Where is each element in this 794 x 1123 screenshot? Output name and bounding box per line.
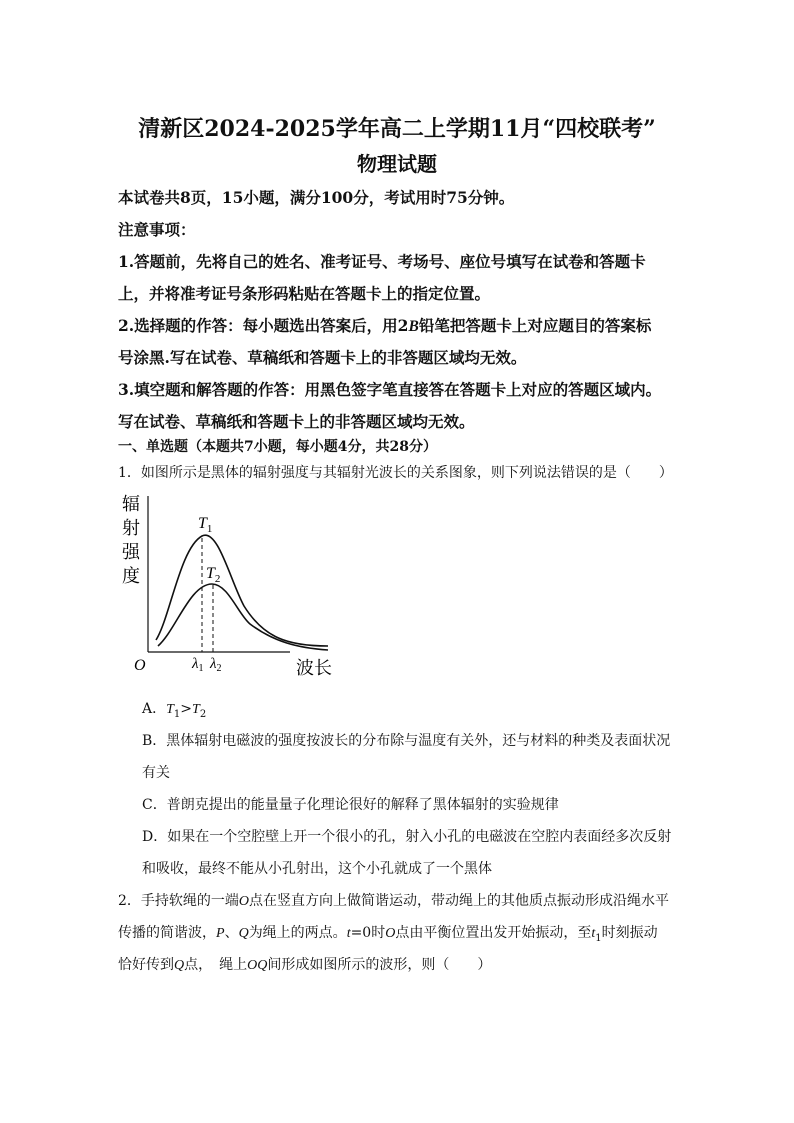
question-2-line3: 恰好传到Q点， 绳上OQ间形成如图所示的波形，则（ ） — [118, 957, 492, 973]
note3-line1: 3.填空题和解答题的作答：用黑色签字笔直接答在答题卡上对应的答题区域内。 — [118, 380, 662, 399]
q1-option-a: A．$T_1>T_2$ — [142, 701, 207, 720]
question-2-line2: 传播的简谐波，P、Q为绳上的两点。t=0时O点由平衡位置出发开始振动，至$t_1$时刻振动 — [118, 925, 658, 944]
q1-option-c: C．普朗克提出的能量量子化理论很好的解释了黑体辐射的实验规律 — [142, 797, 559, 813]
exam-overview: 本试卷共8页，15小题，满分100分，考试用时75分钟。 — [118, 188, 515, 207]
exam-title: 清新区2024-2025学年高二上学期11月“四校联考” — [138, 116, 656, 142]
lambda2-label: $\lambda_2$ — [210, 656, 222, 674]
y-label-char: 射 — [122, 518, 140, 539]
note2-line2: 号涂黑.写在试卷、草稿纸和答题卡上的非答题区域均无效。 — [118, 348, 527, 367]
note2-line1: 2.选择题的作答：每小题选出答案后，用2B铅笔把答题卡上对应题目的答案标 — [118, 316, 652, 335]
q1-option-b-line2: 有关 — [142, 765, 170, 781]
note3-line2: 写在试卷、草稿纸和答题卡上的非答题区域均无效。 — [118, 412, 475, 431]
question-2-line1: 2．手持软绳的一端O点在竖直方向上做简谐运动，带动绳上的其他质点振动形成沿绳水平 — [118, 893, 670, 909]
notes-heading: 注意事项： — [118, 220, 196, 239]
q1-option-d-line1: D．如果在一个空腔壁上开一个很小的孔，射入小孔的电磁波在空腔内表面经多次反射 — [142, 829, 672, 845]
section-heading: 一、单选题（本题共7小题，每小题4分，共28分） — [118, 439, 437, 455]
note1-line1: 1.答题前，先将自己的姓名、准考证号、考场号、座位号填写在试卷和答题卡 — [118, 252, 646, 271]
x-axis-label: 波长 — [296, 658, 332, 679]
note1-line2: 上，并将准考证号条形码粘贴在答题卡上的指定位置。 — [118, 284, 491, 303]
t1-label: $T_1$ — [198, 515, 213, 535]
blackbody-radiation-graph — [118, 488, 348, 684]
y-label-char: 辐 — [122, 494, 140, 515]
y-label-char: 强 — [122, 542, 140, 563]
q1-option-b-line1: B．黑体辐射电磁波的强度按波长的分布除与温度有关外，还与材料的种类及表面状况 — [142, 733, 671, 749]
curve-t2 — [158, 584, 328, 650]
y-label-char: 度 — [122, 566, 140, 587]
question-1-stem: 1．如图所示是黑体的辐射强度与其辐射光波长的关系图象，则下列说法错误的是（ ） — [118, 465, 673, 481]
t2-label: $T_2$ — [206, 565, 221, 585]
lambda1-label: $\lambda_1$ — [192, 656, 204, 674]
q1-option-d-line2: 和吸收，最终不能从小孔射出，这个小孔就成了一个黑体 — [142, 861, 492, 877]
exam-subtitle: 物理试题 — [357, 152, 437, 176]
origin-label: O — [134, 657, 146, 674]
curve-t1 — [156, 535, 328, 646]
